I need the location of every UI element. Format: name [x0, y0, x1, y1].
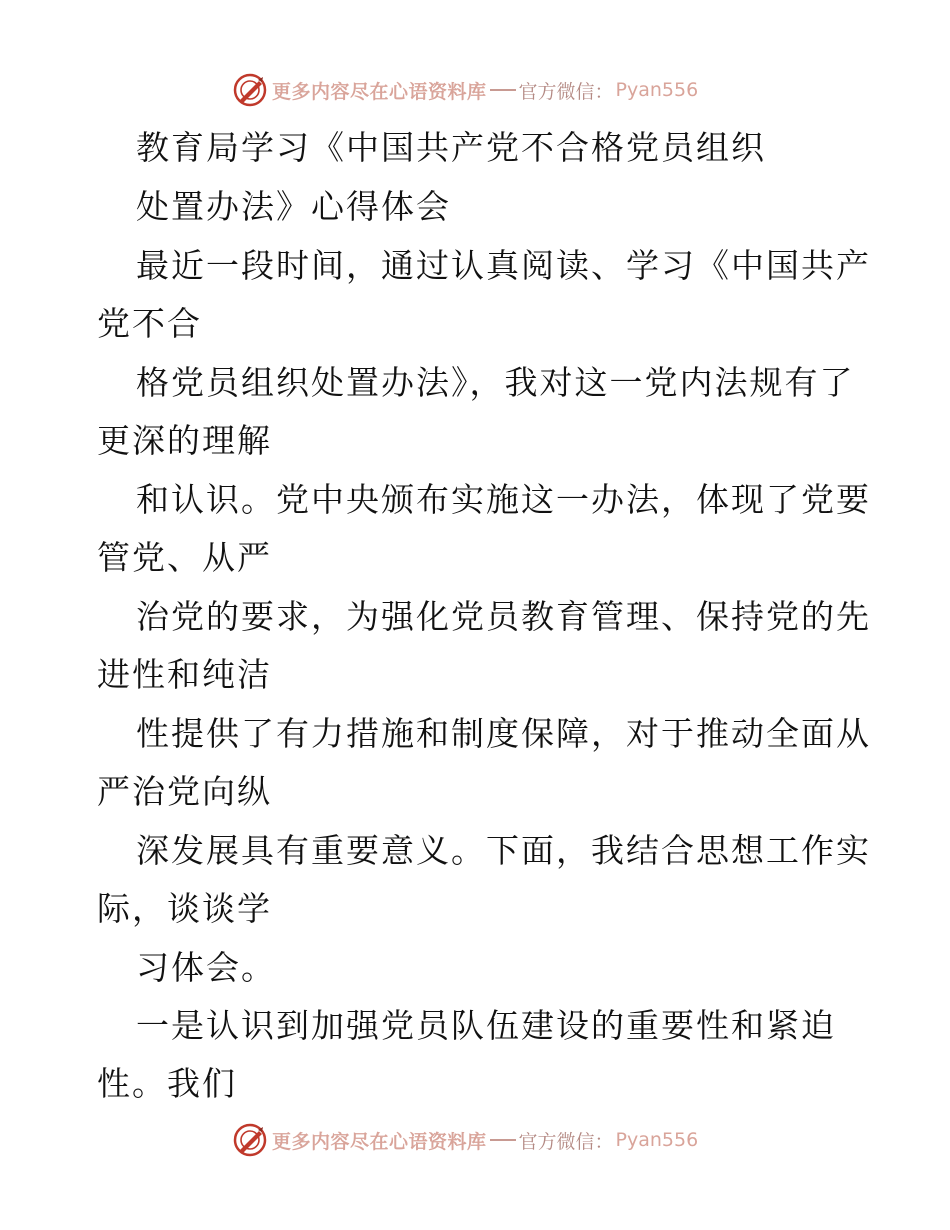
body-line: 治党的要求，为强化党员教育管理、保持党的先: [136, 597, 871, 636]
header-watermark-banner: [232, 70, 698, 110]
title-line-1: 教育局学习《中国共产党不合格党员组织: [136, 128, 766, 167]
body-line: 格党员组织处置办法》，我对这一党内法规有了: [136, 363, 855, 402]
body-line: 和认识。党中央颁布实施这一办法，体现了党要: [136, 480, 871, 519]
body-line: 更深的理解: [97, 421, 272, 460]
banner-sub-text: 官方微信：: [518, 80, 614, 103]
brush-logo-icon: [232, 1122, 268, 1158]
banner-dash: [490, 89, 516, 91]
body-line: 一是认识到加强党员队伍建设的重要性和紧迫: [136, 1006, 836, 1045]
banner-main-text: 更多内容尽在心语资料库: [272, 80, 487, 103]
brush-logo-icon: [232, 72, 268, 108]
title-line-2: 处置办法》心得体会: [136, 187, 451, 226]
banner-wechat-id: Pyan556: [615, 79, 699, 101]
banner-dash: [490, 1139, 516, 1141]
body-line: 严治党向纵: [97, 772, 272, 811]
body-line: 习体会。: [136, 948, 276, 987]
footer-watermark-banner: [232, 1120, 698, 1160]
body-line: 深发展具有重要意义。下面，我结合思想工作实: [136, 831, 871, 870]
banner-sub-text: 官方微信：: [518, 1130, 614, 1153]
banner-main-text: 更多内容尽在心语资料库: [272, 1130, 487, 1153]
body-line: 党不合: [97, 304, 202, 343]
body-line: 管党、从严: [97, 538, 272, 577]
body-line: 最近一段时间，通过认真阅读、学习《中国共产: [136, 246, 871, 285]
body-line: 际，谈谈学: [97, 889, 272, 928]
body-line: 性。我们: [97, 1064, 237, 1103]
banner-wechat-id: Pyan556: [615, 1129, 699, 1151]
body-line: 性提供了有力措施和制度保障，对于推动全面从: [136, 714, 871, 753]
body-line: 进性和纯洁: [97, 655, 272, 694]
